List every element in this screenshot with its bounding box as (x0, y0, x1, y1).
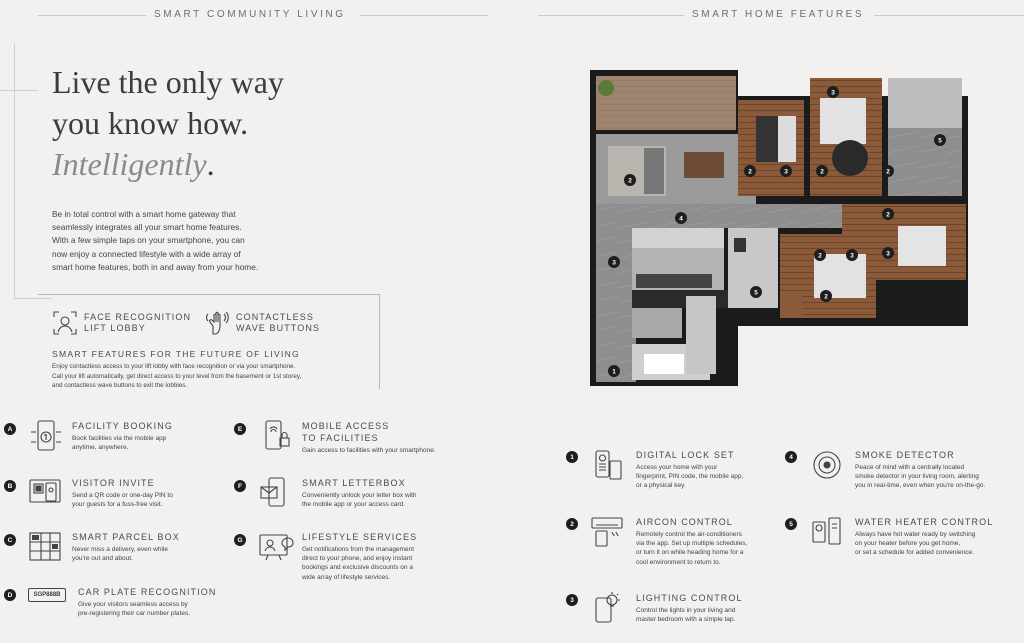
feature-badge: A (4, 423, 16, 435)
header-smart-home-features: SMART HOME FEATURES (684, 9, 872, 20)
letterbox-icon (258, 477, 294, 509)
feature-badge: 2 (566, 518, 578, 530)
smart-features-description: Enjoy contactless access to your lift lobby with face recognition or via your smartphone. Call your lift automatically, get direct access to your level from the basement or 1st storey, and contactless wave buttons to exit the lobbies. (52, 363, 302, 389)
floorplan-marker-3 (608, 256, 620, 268)
feature-badge: F (234, 480, 246, 492)
feature-badge: D (4, 589, 16, 601)
svg-text:2: 2 (886, 211, 890, 219)
floorplan-marker-3 (780, 165, 792, 177)
feature-mobile-access (234, 420, 436, 455)
feature-description: Send a QR code or one-day PIN to your guests for a fuss-free visit. (72, 492, 173, 509)
feature-title: AIRCON CONTROL (636, 517, 733, 527)
floorplan-marker-2 (816, 165, 828, 177)
svg-text:3: 3 (784, 168, 788, 176)
intro-paragraph: Be in total control with a smart home gateway that seamlessly integrates all your smart home features. With a few simple taps on your smartphone, you can now enjoy a connected lifestyle with a wide array of smart home features, both in and away from your home. (52, 209, 259, 272)
feature-title: SMART LETTERBOX (302, 478, 406, 488)
home-feature-water-heater (785, 516, 993, 558)
svg-text:2: 2 (628, 177, 632, 185)
svg-text:2: 2 (818, 252, 822, 260)
contactless-wave-feature: CONTACTLESS WAVE BUTTONS (204, 310, 320, 336)
svg-text:5: 5 (938, 137, 942, 145)
feature-title: FACILITY BOOKING (72, 421, 173, 431)
feature-description: Always have hot water ready by switching on your heater before you get home, or set a schedule for added convenience. (855, 531, 976, 557)
face-recognition-icon (52, 310, 78, 336)
feature-smart-parcel-box (4, 531, 180, 563)
svg-text:3: 3 (886, 250, 890, 258)
floorplan-marker-3 (846, 249, 858, 261)
aircon-icon (590, 516, 626, 548)
floorplan-marker-1 (608, 365, 620, 377)
feature-car-plate-recognition (4, 586, 216, 618)
feature-smart-letterbox (234, 477, 417, 509)
header-rule-right-b (874, 15, 1024, 16)
feature-title: SMOKE DETECTOR (855, 450, 955, 460)
svg-text:3: 3 (850, 252, 854, 260)
lifestyle-services-icon (258, 531, 294, 563)
smoke-detector-icon (809, 449, 845, 481)
svg-text:2: 2 (886, 168, 890, 176)
frame-line (14, 44, 15, 299)
feature-description: Never miss a delivery, even while you're out and about. (72, 546, 168, 563)
page-title (52, 62, 284, 185)
floorplan-marker-2 (744, 165, 756, 177)
floorplan-marker-5 (934, 134, 946, 146)
feature-badge: E (234, 423, 246, 435)
floorplan-marker-2 (820, 290, 832, 302)
feature-title: WATER HEATER CONTROL (855, 517, 994, 527)
feature-title: LIFESTYLE SERVICES (302, 532, 418, 542)
floorplan-marker-5 (750, 286, 762, 298)
header-rule-left-b (360, 15, 488, 16)
mobile-access-icon (258, 420, 294, 452)
home-feature-smoke-detector (785, 449, 985, 491)
header-smart-community-living: SMART COMMUNITY LIVING (146, 9, 354, 20)
lighting-icon (590, 592, 626, 624)
feature-description: Remotely control the air-conditioners via the app. Set up multiple schedules, or turn it on while heading home for a cool environment to return to. (636, 531, 748, 566)
feature-badge: 1 (566, 451, 578, 463)
feature-description: Access your home with your fingerprint, PIN code, the mobile app, or a physical key. (636, 464, 744, 490)
feature-visitor-invite (4, 477, 173, 509)
home-feature-lighting-control (566, 592, 743, 624)
face-recognition-feature: FACE RECOGNITION LIFT LOBBY (52, 310, 191, 336)
feature-badge: C (4, 534, 16, 546)
feature-badge: 5 (785, 518, 797, 530)
feature-description: Peace of mind with a centrally located smoke detector in your living room, alerting you in real-time, even when you're on-the-go. (855, 464, 986, 490)
feature-facility-booking (4, 420, 173, 452)
feature-description: Get notifications from the management direct to your phone, and enjoy instant bookings and exclusive discounts on a wide array of lifestyle services. (302, 546, 415, 581)
water-heater-icon (809, 516, 845, 548)
title-line-2: you know how. (52, 105, 249, 141)
svg-text:2: 2 (824, 293, 828, 301)
frame-line (0, 90, 38, 91)
wave-hand-icon (204, 310, 230, 336)
svg-text:5: 5 (754, 289, 758, 297)
svg-text:3: 3 (612, 259, 616, 267)
feature-description: Gain access to facilities with your smartphone. (302, 447, 436, 454)
title-line-3: Intelligently. (52, 146, 215, 182)
digital-lock-icon (590, 449, 626, 481)
feature-description: Control the lights in your living and master bedroom with a simple tap. (636, 607, 736, 624)
floorplan-marker-2 (624, 174, 636, 186)
feature-title: LIGHTING CONTROL (636, 593, 743, 603)
floor-plan (588, 68, 988, 390)
svg-text:1: 1 (612, 368, 616, 376)
feature-badge: 3 (566, 594, 578, 606)
feature-lifestyle-services (234, 531, 417, 582)
floorplan-marker-3 (827, 86, 839, 98)
floorplan-marker-2 (882, 165, 894, 177)
feature-badge: B (4, 480, 16, 492)
svg-text:3: 3 (831, 89, 835, 97)
feature-title: MOBILE ACCESS TO FACILITIES (302, 421, 390, 443)
smart-features-title: SMART FEATURES FOR THE FUTURE OF LIVING (52, 349, 300, 359)
home-feature-digital-lock (566, 449, 743, 491)
header-rule-right-a (538, 15, 684, 16)
home-feature-aircon-control (566, 516, 747, 567)
feature-badge: G (234, 534, 246, 546)
floorplan-marker-3 (882, 247, 894, 259)
header-rule-left-a (38, 15, 150, 16)
visitor-qr-icon (28, 477, 64, 509)
feature-description: Give your visitors seamless access by pre-registering their car number plates. (78, 601, 190, 618)
floorplan-marker-2 (882, 208, 894, 220)
feature-description: Conveniently unlock your letter box with the mobile app or your access card. (302, 492, 417, 509)
feature-badge: 4 (785, 451, 797, 463)
svg-text:2: 2 (748, 168, 752, 176)
phone-booking-icon (28, 420, 64, 452)
parcel-box-icon (28, 531, 64, 563)
feature-title: CAR PLATE RECOGNITION (78, 587, 217, 597)
feature-title: DIGITAL LOCK SET (636, 450, 735, 460)
feature-description: Book facilities via the mobile app anytime, anywhere. (72, 435, 167, 452)
floorplan-marker-4 (675, 212, 687, 224)
title-line-1: Live the only way (52, 64, 284, 100)
svg-text:2: 2 (820, 168, 824, 176)
feature-title: SMART PARCEL BOX (72, 532, 180, 542)
floorplan-marker-2 (814, 249, 826, 261)
car-plate-icon: SGP888B (28, 588, 66, 602)
feature-title: VISITOR INVITE (72, 478, 155, 488)
svg-text:4: 4 (679, 215, 683, 223)
